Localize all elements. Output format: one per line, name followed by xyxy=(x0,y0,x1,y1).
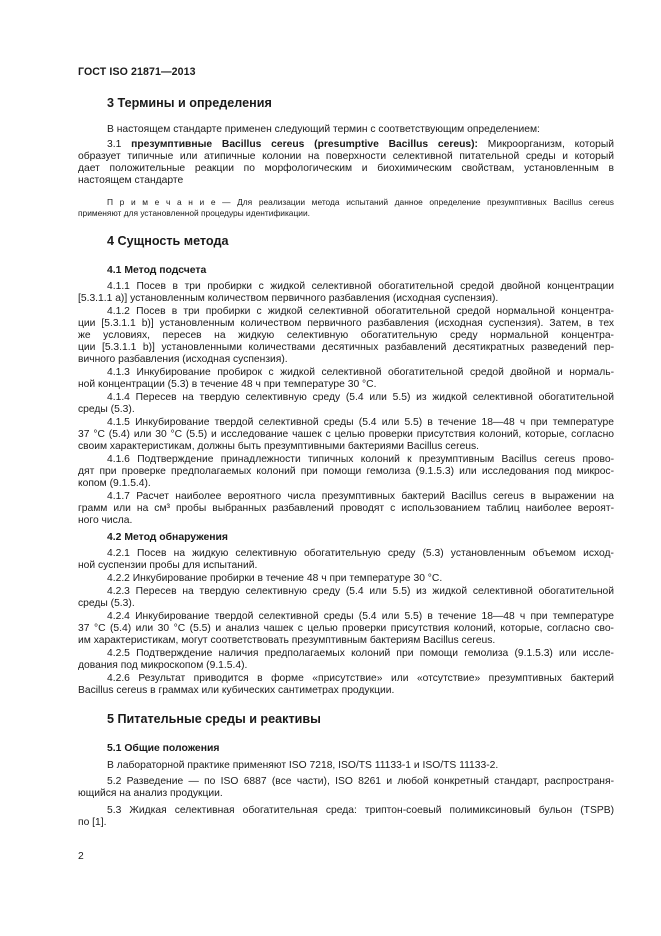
text-line: настоящем стандарте xyxy=(78,175,184,186)
text-line: своим характеристикам, должны быть презумптивными бактериями Bacillus cereus. xyxy=(78,441,480,452)
term-name: презумптивные Bacillus cereus (presumptive Bacillus cereus): xyxy=(131,139,478,150)
text-line: Bacillus cereus в граммах или кубических сантиметрах продукции. xyxy=(78,685,395,696)
note-line: применяют для установленной процедуры идентификации. xyxy=(78,208,310,218)
text-line: среды (5.3). xyxy=(78,598,135,609)
subsection-4-1-title: 4.1 Метод подсчета xyxy=(107,265,207,276)
text-line: ции [5.3.1.1 b)] установленными количествами десятичных разбавлений десятикратных разведений пер- xyxy=(78,342,614,353)
subsection-5-1-title: 5.1 Общие положения xyxy=(107,743,220,754)
term-definition-line xyxy=(107,139,614,151)
text-line: же условиях, пересев на жидкую селективную обогатительную среду нормальной концентра- xyxy=(78,330,614,341)
section-4-title: 4 Сущность метода xyxy=(107,234,229,248)
text-line: дает положительные реакции по морфологическим и биохимическим свойствам, установленным в xyxy=(78,163,614,174)
note-line: П р и м е ч а н и е — Для реализации метода испытаний данное определение презумптивных Bacillus cereus xyxy=(107,197,614,207)
text-line: 5.3 Жидкая селективная обогатительная среда: триптон-соевый полимиксиновый бульон (TSPB) xyxy=(107,805,614,816)
document-header: ГОСТ ISO 21871—2013 xyxy=(78,66,196,78)
text-line: В лабораторной практике применяют ISO 7218, ISO/TS 11133-1 и ISO/TS 11133-2. xyxy=(107,760,499,771)
text-line: по [1]. xyxy=(78,817,107,828)
text-line: В настоящем стандарте применен следующий термин с соответствующим определением: xyxy=(107,124,540,135)
text-line: 37 °С (5.4) или 30 °С (5.5) и исследование чашек с целью проверки присутствия колоний, которые, согласно xyxy=(78,429,614,440)
text-line: 4.1.6 Подтверждение принадлежности типичных колоний к презумптивным Bacillus cereus прово- xyxy=(107,454,614,465)
text-line: 4.1.1 Посев в три пробирки с жидкой селективной обогатительной средой двойной концентрации xyxy=(107,281,614,292)
text-line: 5.2 Разведение — по ISO 6887 (все части), ISO 8261 и любой конкретный стандарт, распространя- xyxy=(107,776,614,787)
term-text: Микроорганизм, который xyxy=(487,139,614,150)
text-line: ной суспензии пробы для испытаний. xyxy=(78,560,258,571)
text-line: им характеристикам, могут соответствовать презумптивным бактериям Bacillus cereus. xyxy=(78,635,496,646)
text-line: ного числа. xyxy=(78,515,133,526)
text-line: образует типичные или атипичные колонии на поверхности селективной питательной среды и который xyxy=(78,151,614,162)
text-line: 4.2.6 Результат приводится в форме «присутствие» или «отсутствие» презумптивных бактерий xyxy=(107,673,614,684)
text-line: 4.1.7 Расчет наиболее вероятного числа презумптивных бактерий Bacillus cereus в выражении на xyxy=(107,491,614,502)
page-number: 2 xyxy=(78,851,84,862)
text-line: дят при проверке предполагаемых колоний при помощи гемолиза (9.1.5.3) или исследования под микрос- xyxy=(78,466,614,477)
section-3-title: 3 Термины и определения xyxy=(107,96,272,110)
text-line: 4.2.4 Инкубирование твердой селективной среды (5.4 или 5.5) в течение 18—48 ч при температуре xyxy=(107,611,614,622)
text-line: 4.1.3 Инкубирование пробирок с жидкой селективной обогатительной средой двойной и нормаль- xyxy=(107,367,614,378)
subsection-4-2-title: 4.2 Метод обнаружения xyxy=(107,532,228,543)
text-line: 4.2.2 Инкубирование пробирки в течение 48 ч при температуре 30 °С. xyxy=(107,573,443,584)
text-line: вичного разбавления (исходная суспензия). xyxy=(78,354,288,365)
section-5-title: 5 Питательные среды и реактивы xyxy=(107,712,321,726)
text-line: 4.1.2 Посев в три пробирки с жидкой селективной обогатительной средой нормальной концентра- xyxy=(107,306,614,317)
text-line: копом (9.1.5.4). xyxy=(78,478,151,489)
text-line: ющийся на анализ продукции. xyxy=(78,788,223,799)
term-number: 3.1 xyxy=(107,139,122,150)
text-line: 4.2.3 Пересев на твердую селективную среду (5.4 или 5.5) из жидкой селективной обогатительной xyxy=(107,586,614,597)
text-line: 37 °С (5.4) или 30 °С (5.5) и анализ чашек с целью проверки присутствия колоний, которые, согласно сво- xyxy=(78,623,614,634)
text-line: грамм или на см³ пробы выбранных разбавлений проводят с использованием таблиц наиболее вероят- xyxy=(78,503,614,514)
text-line: 4.1.4 Пересев на твердую селективную среду (5.4 или 5.5) из жидкой селективной обогатительной xyxy=(107,392,614,403)
text-line: 4.1.5 Инкубирование твердой селективной среды (5.4 или 5.5) в течение 18—48 ч при температуре xyxy=(107,417,614,428)
text-line: среды (5.3). xyxy=(78,404,135,415)
text-line: 4.2.1 Посев на жидкую селективную обогатительную среду (5.3) установленным объемом исход- xyxy=(107,548,614,559)
text-line: ции [5.3.1.1 b)] установленным количеством первичного разбавления (исходная суспензия). Затем, в тех xyxy=(78,318,614,329)
text-line: ной концентрации (5.3) в течение 48 ч при температуре 30 °С. xyxy=(78,379,377,390)
text-line: [5.3.1.1 а)] установленным количеством первичного разбавления (исходная суспензия). xyxy=(78,293,499,304)
text-line: 4.2.5 Подтверждение наличия предполагаемых колоний при помощи гемолиза (9.1.5.3) или иссле- xyxy=(107,648,614,659)
text-line: дования под микроскопом (9.1.5.4). xyxy=(78,660,248,671)
